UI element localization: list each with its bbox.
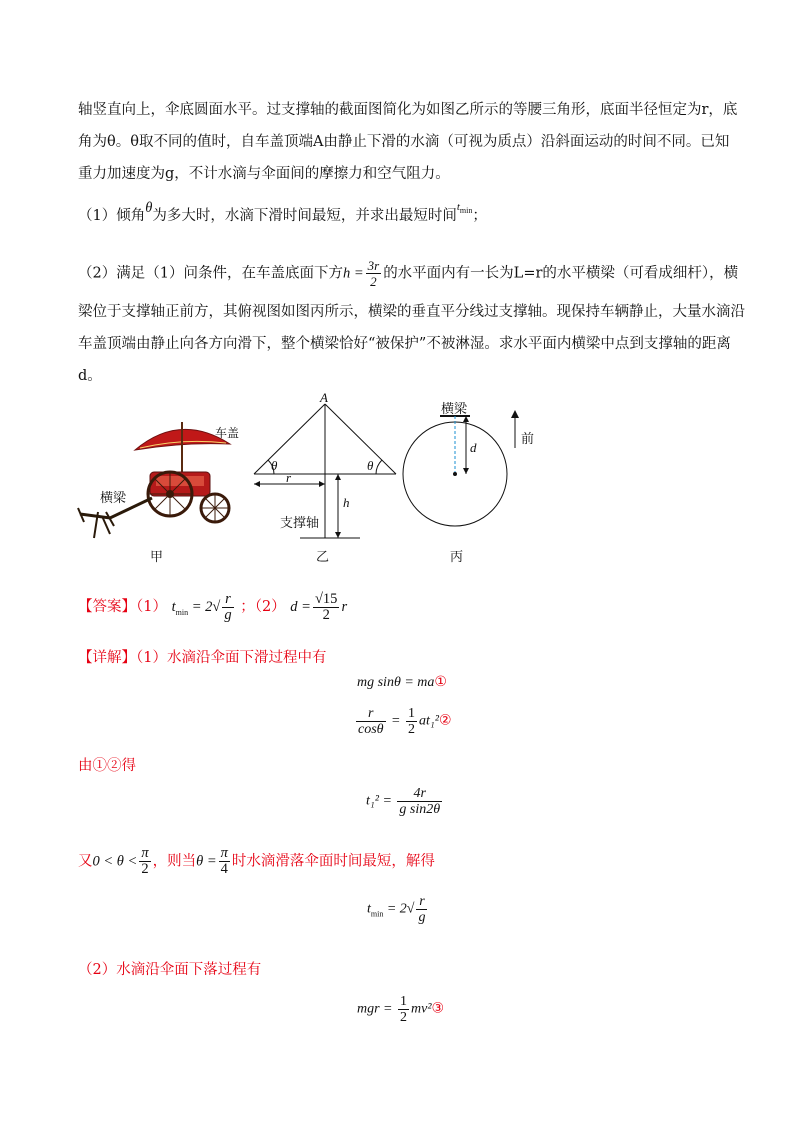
label-beam-bing: 横梁: [441, 402, 468, 417]
label-r: r: [286, 470, 292, 485]
problem-line-2: 角为θ。θ取不同的值时，自车盖顶端A由静止下滑的水滴（可视为质点）沿斜面运动的时间不同。已知: [78, 134, 730, 150]
equation-3: t₁² = $\frac{4r}{\text{g sin2θ}}$: [366, 786, 441, 817]
caption-bing: 丙: [450, 550, 464, 565]
problem-line-7: 车盖顶端由静止向各方向滑下，整个横梁恰好“被保护”不被淋湿。求水平面内横梁中点到支撑轴的距离: [78, 336, 731, 352]
label-beam-jia: 横梁: [100, 491, 127, 506]
q2-h: h =: [342, 265, 364, 282]
q1-tmin: tmin: [456, 201, 473, 216]
q1-text-a: （1）倾角: [78, 208, 146, 224]
equation-1: mg sinθ = ma①: [357, 674, 447, 690]
figure-bing-topview: [400, 396, 550, 532]
label-theta-left: θ: [271, 458, 278, 473]
label-A: A: [320, 390, 328, 405]
problem-line-1: 轴竖直向上，伞底圆面水平。过支撑轴的截面图简化为如图乙所示的等腰三角形，底面半径恒定为r，底: [78, 102, 738, 118]
solution-line-1: 【详解】（1）水滴沿伞面下滑过程中有: [78, 650, 327, 666]
answer-d: d = $\frac{√15}{2}$ r: [290, 591, 348, 623]
equation-4: $t_{min} = 2√$ $\frac{r}{g}$: [367, 894, 426, 925]
label-axis: 支撑轴: [280, 516, 320, 531]
label-front: 前: [521, 432, 535, 447]
label-theta-right: θ: [367, 458, 374, 473]
caption-yi: 乙: [316, 550, 330, 565]
question-2: [78, 258, 738, 289]
answer-line: 【答案】（1） $t_{min} = 2√$ $\frac{r}{g}$ ；（2） d = $\frac{√15}{2}$ r: [78, 591, 348, 623]
label-d: d: [470, 440, 477, 455]
caption-jia: 甲: [150, 550, 164, 565]
figure-yi-triangle: [240, 396, 410, 544]
equation-2: $\frac{r}{\cos\theta}$ = $\frac{1}{2}$ at₁²②: [358, 706, 452, 737]
solution-also: 又0 < θ < $\frac{\pi}{2}$ ，则当θ = $\frac{\pi}{4}$ 时水滴滑落伞面时间最短，解得: [78, 845, 435, 877]
question-1: [78, 200, 487, 225]
problem-line-6: 梁位于支撑轴正前方，其俯视图如图丙所示，横梁的垂直平分线过支撑轴。现保持车辆静止，大量水滴沿: [78, 304, 745, 320]
q2-frac: $\frac{3r}{2}$: [367, 258, 380, 289]
q1-end: ；: [472, 208, 487, 224]
q2-text-a: （2）满足（1）问条件，在车盖底面下方: [78, 265, 343, 282]
answer-tmin: $t_{min} = 2√$ $\frac{r}{g}$: [171, 591, 232, 623]
problem-line-8: d。: [78, 368, 102, 384]
q1-text-b: 为多大时，水滴下滑时间最短，并求出最短时间: [152, 208, 457, 224]
answer-tag: 【答案】: [78, 598, 136, 615]
equation-5: mgr = $\frac{1}{2}$ mv²③: [357, 994, 445, 1025]
problem-line-3: 重力加速度为g，不计水滴与伞面间的摩擦力和空气阻力。: [78, 166, 450, 182]
solution-line-2: （2）水滴沿伞面下落过程有: [78, 962, 262, 978]
q2-text-b: 的水平面内有一长为L=r的水平横梁（可看成细杆），横: [383, 265, 739, 282]
q1-theta: θ: [145, 200, 153, 216]
label-cover: 车盖: [215, 426, 240, 440]
label-h: h: [343, 495, 350, 510]
solution-from: 由①②得: [78, 758, 136, 774]
solution-tag: 【详解】: [78, 650, 136, 666]
